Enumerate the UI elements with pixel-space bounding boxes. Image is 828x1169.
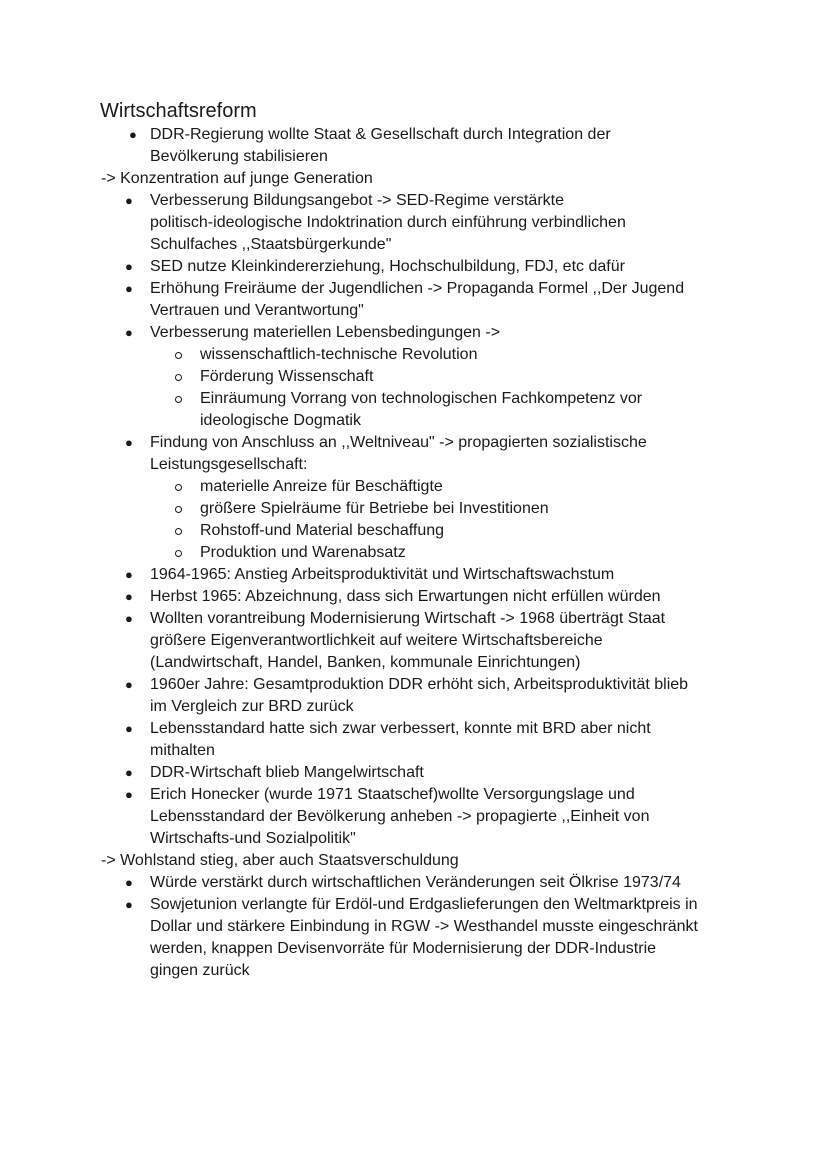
text-line: materielle Anreize für Beschäftigte (200, 478, 443, 495)
bullet-icon: ● (125, 281, 133, 296)
text-line: Erich Honecker (wurde 1971 Staatschef)wollte Versorgungslage und (150, 786, 635, 803)
bullet-icon: ● (129, 127, 137, 142)
text-line: Herbst 1965: Abzeichnung, dass sich Erwartungen nicht erfüllen würden (150, 588, 661, 605)
text-line: Schulfaches ,,Staatsbürgerkunde" (150, 236, 392, 253)
bullet-icon: ● (125, 611, 133, 626)
text-line: größere Eigenverantwortlichkeit auf weitere Wirtschaftsbereiche (150, 632, 603, 649)
bullet-icon: ● (125, 787, 133, 802)
hollow-bullet-icon (175, 352, 182, 359)
text-line: politisch-ideologische Indoktrination durch einführung verbindlichen (150, 214, 626, 231)
text-line: Lebensstandard der Bevölkerung anheben -> propagierte ,,Einheit von (150, 808, 650, 825)
hollow-bullet-icon (175, 506, 182, 513)
bullet-icon: ● (125, 875, 133, 890)
bullet-icon: ● (125, 765, 133, 780)
bullet-icon: ● (125, 589, 133, 604)
text-line: Erhöhung Freiräume der Jugendlichen -> Propaganda Formel ,,Der Jugend (150, 280, 685, 297)
text-line: Findung von Anschluss an ,,Weltniveau" -> propagierten sozialistische (150, 434, 647, 451)
text-line: SED nutze Kleinkindererziehung, Hochschulbildung, FDJ, etc dafür (150, 258, 625, 275)
text-line: Wirtschafts-und Sozialpolitik" (150, 830, 356, 847)
text-line: Bevölkerung stabilisieren (150, 148, 328, 165)
text-line: Verbesserung Bildungsangebot -> SED-Regime verstärkte (150, 192, 564, 209)
text-line: Würde verstärkt durch wirtschaftlichen Veränderungen seit Ölkrise 1973/74 (150, 874, 681, 891)
text-line: Förderung Wissenschaft (200, 368, 374, 385)
hollow-bullet-icon (175, 528, 182, 535)
hollow-bullet-icon (175, 374, 182, 381)
text-line: ideologische Dogmatik (200, 412, 361, 429)
text-line: Wollten vorantreibung Modernisierung Wirtschaft -> 1968 überträgt Staat (150, 610, 666, 627)
text-line: werden, knappen Devisenvorräte für Modernisierung der DDR-Industrie (150, 940, 657, 957)
bullet-icon: ● (125, 897, 133, 912)
text-line: Leistungsgesellschaft: (150, 456, 308, 473)
text-line: mithalten (150, 742, 215, 759)
bullet-icon: ● (125, 435, 133, 450)
text-line: gingen zurück (150, 962, 250, 979)
bullet-icon: ● (125, 193, 133, 208)
bullet-icon: ● (125, 721, 133, 736)
text-line: Dollar und stärkere Einbindung in RGW -> Westhandel musste eingeschränkt (150, 918, 698, 935)
text-line: -> Wohlstand stieg, aber auch Staatsverschuldung (101, 852, 459, 869)
text-line: -> Konzentration auf junge Generation (101, 170, 373, 187)
text-line: DDR-Regierung wollte Staat & Gesellschaft durch Integration der (150, 126, 611, 143)
bullet-icon: ● (125, 325, 133, 340)
text-line: DDR-Wirtschaft blieb Mangelwirtschaft (150, 764, 424, 781)
bullet-icon: ● (125, 567, 133, 582)
page-title: Wirtschaftsreform (100, 100, 257, 122)
hollow-bullet-icon (175, 484, 182, 491)
text-line: Sowjetunion verlangte für Erdöl-und Erdgaslieferungen den Weltmarktpreis in (150, 896, 698, 913)
text-line: Rohstoff-und Material beschaffung (200, 522, 445, 539)
text-line: wissenschaftlich-technische Revolution (200, 346, 478, 363)
text-line: größere Spielräume für Betriebe bei Investitionen (200, 500, 549, 517)
hollow-bullet-icon (175, 396, 182, 403)
text-line: (Landwirtschaft, Handel, Banken, kommunale Einrichtungen) (150, 654, 581, 671)
text-line: 1960er Jahre: Gesamtproduktion DDR erhöht sich, Arbeitsproduktivität blieb (150, 676, 689, 693)
text-line: Vertrauen und Verantwortung" (150, 302, 364, 319)
bullet-icon: ● (125, 259, 133, 274)
text-line: 1964-1965: Anstieg Arbeitsproduktivität und Wirtschaftswachstum (150, 566, 615, 583)
text-line: Produktion und Warenabsatz (200, 544, 406, 561)
bullet-icon: ● (125, 677, 133, 692)
text-line: Einräumung Vorrang von technologischen Fachkompetenz vor (200, 390, 643, 407)
text-line: Verbesserung materiellen Lebensbedingungen -> (150, 324, 501, 341)
text-line: Lebensstandard hatte sich zwar verbessert, konnte mit BRD aber nicht (150, 720, 651, 737)
hollow-bullet-icon (175, 550, 182, 557)
text-line: im Vergleich zur BRD zurück (150, 698, 354, 715)
